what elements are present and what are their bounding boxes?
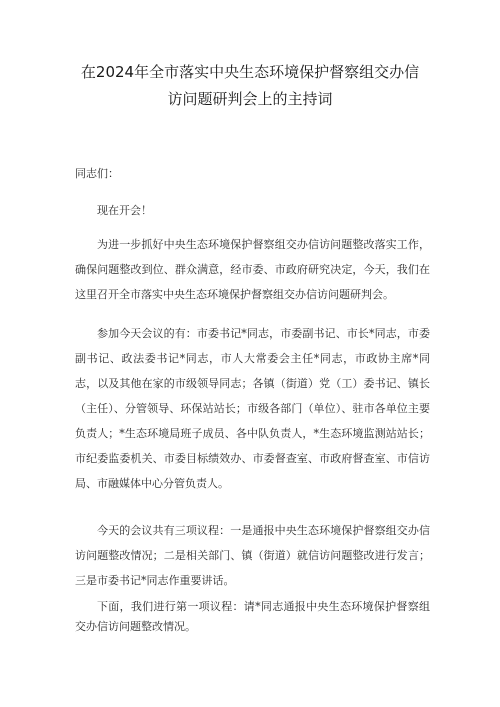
paragraph-attendees: 参加今天会议的有：市委书记*同志，市委副书记、市长*同志，市委副书记、政法委书记*同志，市人大常委会主任*同志，市政协主席*同志，以及其他在家的市级领导同志；各镇（街道）党（工）委书记、镇长（主任）、分管领导、环保站站长；市级各部门（单位）、驻市各单位主要负责人；*生态环境局班子成员、各中队负责人，*生态环境监测站站长；市纪委监委机关、市委目标绩效办、市委督查室、市政府督查室、市信访局、市融媒体中心分管负责人。 — [75, 327, 430, 490]
document-title-line-1: 在2024年全市落实中央生态环境保护督察组交办信 — [80, 63, 420, 81]
paragraph-first-item: 下面，我们进行第一项议程：请*同志通报中央生态环境保护督察组交办信访问题整改情况。 — [75, 600, 430, 633]
opening-line: 现在开会！ — [97, 204, 152, 217]
paragraph-purpose: 为进一步抓好中央生态环境保护督察组交办信访问题整改落实工作，确保问题整改到位、群众满意，经市委、市政府研究决定，今天，我们在这里召开全市落实中央生态环境保护督察组交办信访问题研判会。 — [75, 238, 430, 301]
salutation: 同志们： — [75, 167, 119, 180]
document-title-line-2: 访问题研判会上的主持词 — [167, 90, 333, 108]
paragraph-agenda: 今天的会议共有三项议程：一是通报中央生态环境保护督察组交办信访问题整改情况；二是相关部门、镇（街道）就信访问题整改进行发言；三是市委书记*同志作重要讲话。 — [75, 524, 430, 587]
